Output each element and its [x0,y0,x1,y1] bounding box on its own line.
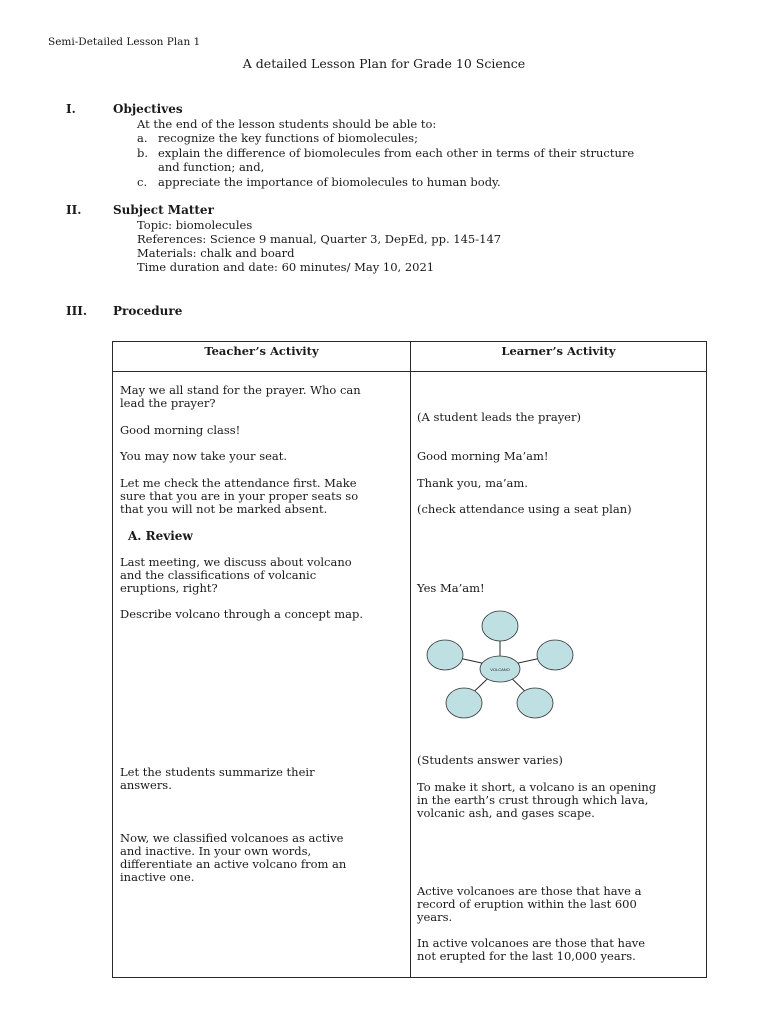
learner-activity-header-label: Learner’s Activity [501,344,616,358]
teacher-prayer-line-2: lead the prayer? [120,396,216,410]
volcano-concept-map [418,605,580,725]
topic-line: Topic: biomolecules [137,218,253,232]
learner-answers-vary: (Students answer varies) [417,753,563,767]
objectives-number: I. [66,102,76,116]
teacher-review-line-3: eruptions, right? [120,581,218,595]
learner-inactive-line-2: not erupted for the last 10,000 years. [417,949,636,963]
concept-map-bubble-bottom-right [517,688,553,718]
learner-active-line-2: record of eruption within the last 600 [417,897,637,911]
objective-b-text-cont: and function; and, [158,160,265,174]
teacher-review-line-1: Last meeting, we discuss about volcano [120,555,352,569]
learner-inactive-line-1: In active volcanoes are those that have [417,936,646,950]
document-title: A detailed Lesson Plan for Grade 10 Science [242,56,526,71]
document-header: Semi-Detailed Lesson Plan 1 [48,36,201,48]
teacher-concept-map-prompt: Describe volcano through a concept map. [120,607,363,621]
teacher-summarize-line-2: answers. [120,778,172,792]
teacher-take-seat: You may now take your seat. [120,449,288,463]
objective-c-mark: c. [137,175,148,189]
teacher-attendance-line-1: Let me check the attendance first. Make [120,476,357,490]
teacher-classify-line-2: and inactive. In your own words, [120,844,312,858]
references-line: References: Science 9 manual, Quarter 3, DepEd, pp. 145-147 [137,232,502,246]
teacher-review-line-2: and the classifications of volcanic [120,568,317,582]
review-heading: A. Review [128,529,193,543]
teacher-prayer-line-1: May we all stand for the prayer. Who can [120,383,361,397]
teacher-classify-line-4: inactive one. [120,870,195,884]
concept-map-bubble-left [427,640,463,670]
materials-line: Materials: chalk and board [137,246,295,260]
teacher-classify-line-1: Now, we classified volcanoes as active [120,831,344,845]
learner-active-line-3: years. [417,910,453,924]
learner-prayer: (A student leads the prayer) [417,410,581,424]
teacher-activity-header-label: Teacher’s Activity [204,344,319,358]
objectives-intro: At the end of the lesson students should be able to: [137,117,437,131]
learner-volcano-line-3: volcanic ash, and gases scape. [417,806,595,820]
concept-map-bubble-right [537,640,573,670]
time-duration-line: Time duration and date: 60 minutes/ May 10, 2021 [137,260,435,274]
objective-b-text: explain the difference of biomolecules from each other in terms of their structure [158,146,635,160]
teacher-greeting: Good morning class! [120,423,241,437]
teacher-attendance-line-2: sure that you are in your proper seats so [120,489,359,503]
learner-volcano-line-2: in the earth’s crust through which lava, [417,793,649,807]
objectives-title: Objectives [113,102,183,116]
teacher-summarize-line-1: Let the students summarize their [120,765,315,779]
learner-attendance: (check attendance using a seat plan) [417,502,632,516]
objective-c-text: appreciate the importance of biomolecules to human body. [158,175,501,189]
objective-a-text: recognize the key functions of biomolecules; [158,131,418,145]
teacher-activity-header [113,342,411,372]
subject-matter-title: Subject Matter [113,203,214,217]
learner-greeting: Good morning Ma’am! [417,449,549,463]
concept-map-center-label: VOLCANO [490,667,510,672]
procedure-title: Procedure [113,304,183,318]
objective-a-mark: a. [137,131,148,145]
objective-b-mark: b. [137,146,149,160]
procedure-number: III. [66,304,88,318]
concept-map-bubble-top [482,611,518,641]
learner-active-line-1: Active volcanoes are those that have a [417,884,642,898]
teacher-classify-line-3: differentiate an active volcano from an [120,857,347,871]
learner-activity-header [411,342,707,372]
learner-volcano-line-1: To make it short, a volcano is an opening [417,780,657,794]
learner-yes: Yes Ma’am! [417,581,485,595]
teacher-attendance-line-3: that you will not be marked absent. [120,502,328,516]
subject-matter-number: II. [66,203,82,217]
learner-thanks: Thank you, ma’am. [417,476,528,490]
concept-map-bubble-bottom-left [446,688,482,718]
